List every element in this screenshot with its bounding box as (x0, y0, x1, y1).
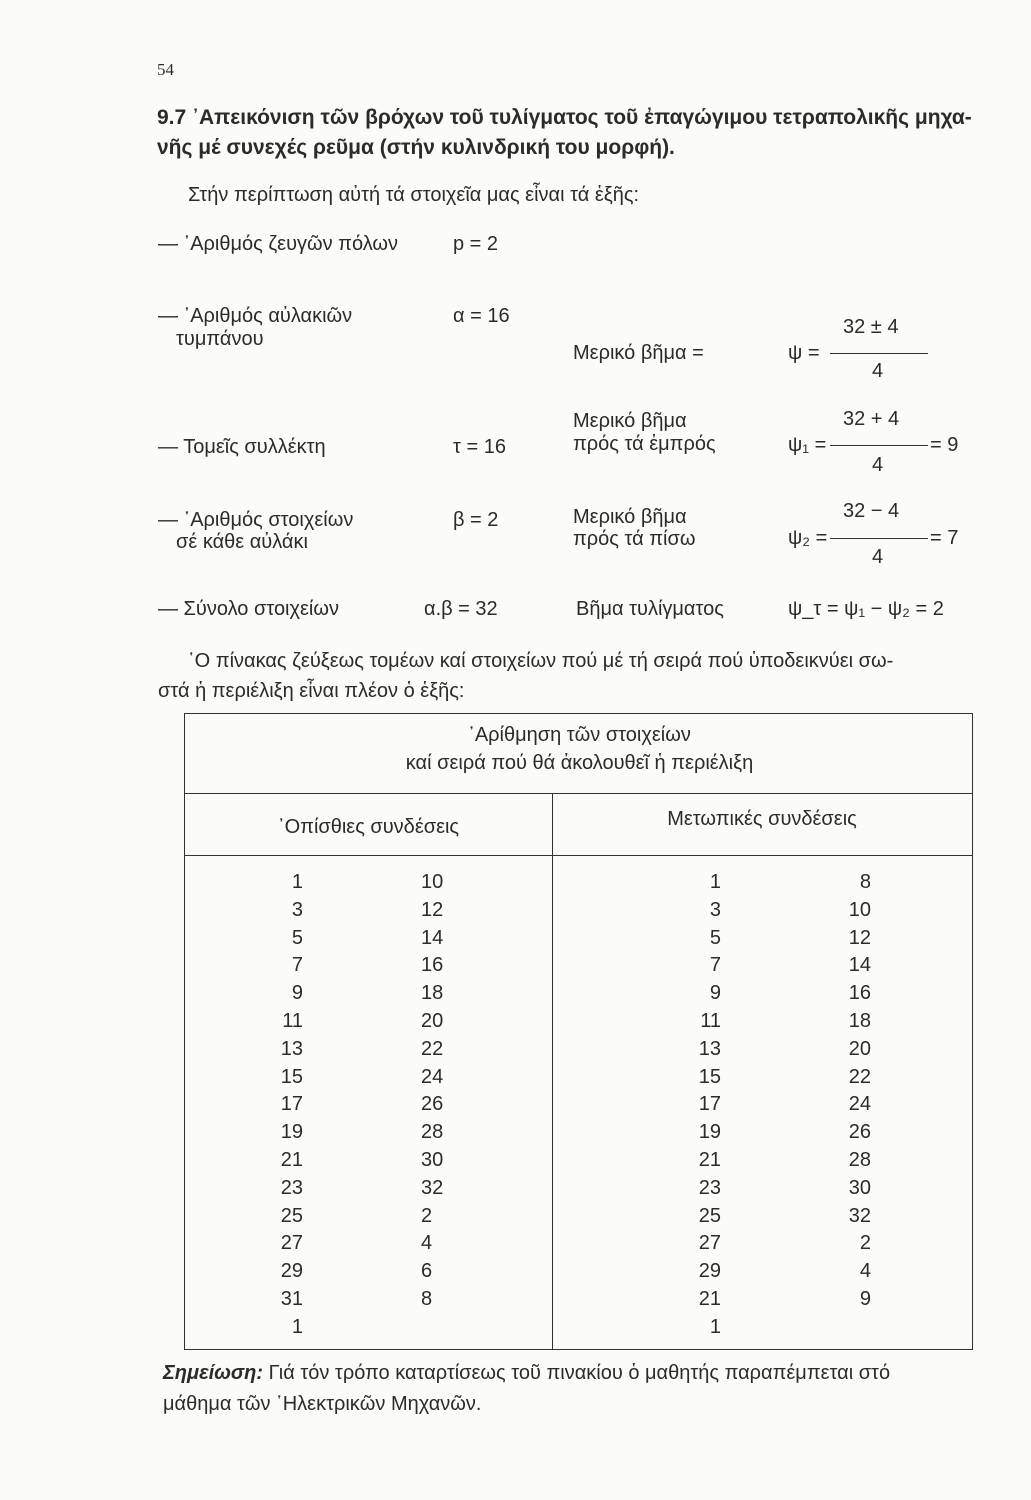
param-elements-label-2: σέ κάθε αὐλάκι (176, 531, 308, 553)
back-connection-cell: 13 (280, 1037, 303, 1060)
front-connection-cell: 14 (848, 954, 871, 977)
back-connection-cell: 6 (421, 1260, 433, 1283)
table-intro (158, 646, 894, 706)
front-connection-cell: 26 (848, 1121, 871, 1144)
back-connection-cell: 1 (291, 871, 303, 893)
param-pole-pairs-label: — ᾽Αριθμός ζευγῶν πόλων (158, 233, 399, 255)
table-column-divider (552, 794, 553, 1349)
intro-text: Στήν περίπτωση αὐτή τά στοιχεῖα μας εἶναι τά ἑξῆς: (188, 184, 640, 206)
note-text-2: μάθημα τῶν ῾Ηλεκτρικῶν Μηχανῶν. (163, 1393, 482, 1415)
back-connection-cell: 3 (291, 898, 303, 921)
front-connection-cell: 27 (698, 1232, 721, 1255)
front-connection-cell: 30 (848, 1176, 871, 1199)
note-label: Σημείωση: (163, 1362, 264, 1384)
partial-step-denominator: 4 (872, 360, 884, 382)
param-slots-label-2: τυμπάνου (176, 328, 264, 350)
back-connections-a (245, 869, 303, 1342)
front-connection-cell: 28 (848, 1148, 871, 1171)
front-connection-cell: 5 (709, 926, 721, 949)
front-connection-cell: 21 (698, 1148, 721, 1171)
back-connection-cell: 22 (421, 1037, 444, 1060)
table-intro-line-2: στά ἡ περιέλιξη εἶναι πλέον ὁ ἑξῆς: (158, 680, 465, 702)
forward-step-result: = 9 (930, 434, 959, 456)
forward-step-label-2: πρός τά ἐμπρός (573, 433, 716, 455)
back-connection-cell: 27 (280, 1232, 303, 1255)
param-slots-label: — ᾽Αριθμός αὐλακιῶν (158, 305, 353, 327)
back-connection-cell: 21 (280, 1148, 303, 1171)
front-connection-cell: 13 (698, 1037, 721, 1060)
param-sectors-label: — Τομεῖς συλλέκτη (158, 436, 326, 458)
back-connection-cell: 17 (280, 1093, 303, 1116)
back-connection-cell: 28 (421, 1121, 444, 1144)
back-connection-cell: 23 (280, 1176, 303, 1199)
back-connection-cell: 15 (280, 1065, 303, 1088)
forward-step-symbol: ψ₁ = (788, 434, 827, 456)
back-connection-cell: 10 (421, 871, 444, 893)
forward-step-numerator: 32 + 4 (843, 408, 900, 430)
param-elements-value: β = 2 (453, 509, 499, 531)
front-connection-cell: 10 (848, 898, 871, 921)
backward-step-denominator: 4 (872, 546, 884, 568)
param-total-label: — Σύνολο στοιχείων (158, 598, 339, 620)
param-sectors-value: τ = 16 (453, 436, 506, 458)
back-connection-cell: 20 (421, 1009, 444, 1032)
table-header-divider (185, 793, 972, 794)
front-connection-cell: 17 (698, 1093, 721, 1116)
front-connection-cell: 8 (859, 871, 871, 893)
front-connection-cell: 21 (698, 1287, 721, 1310)
table-intro-line-1: ῾Ο πίνακας ζεύξεως τομέων καί στοιχείων πού μέ τή σειρά πού ὑποδεικνύει σω- (188, 650, 894, 672)
front-connection-cell: 2 (859, 1232, 871, 1255)
front-connection-cell: 29 (698, 1260, 721, 1283)
backward-step-numerator: 32 − 4 (843, 500, 900, 522)
front-connection-cell: 16 (848, 982, 871, 1005)
back-connection-cell: 5 (291, 926, 303, 949)
column-header-front: Μετωπικές συνδέσεις (667, 808, 857, 830)
back-connection-cell: 24 (421, 1065, 444, 1088)
param-slots-value: α = 16 (453, 305, 510, 327)
back-connection-cell: 2 (421, 1204, 433, 1227)
backward-step-label-1: Μερικό βῆμα (573, 506, 687, 528)
front-connection-cell: 18 (848, 1009, 871, 1032)
back-connection-cell: 7 (291, 954, 303, 977)
back-connection-cell: 26 (421, 1093, 444, 1116)
front-connection-cell: 24 (848, 1093, 871, 1116)
back-connection-cell: 9 (291, 982, 303, 1005)
back-connection-cell: 25 (280, 1204, 303, 1227)
backward-step-label-2: πρός τά πίσω (573, 528, 696, 550)
title-line-1: 9.7 ᾽Απεικόνιση τῶν βρόχων τοῦ τυλίγματος τοῦ ἐπαγώγιμου τετραπολικῆς μηχα- (157, 106, 972, 129)
front-connection-cell: 23 (698, 1176, 721, 1199)
connection-table (184, 713, 973, 1350)
front-connection-cell: 15 (698, 1065, 721, 1088)
backward-step-result: = 7 (930, 527, 959, 549)
column-header-back: ᾽Οπίσθιες συνδέσεις (277, 816, 460, 838)
partial-step-fraction-bar (830, 353, 928, 354)
back-connection-cell: 14 (421, 926, 444, 949)
winding-step-label: Βῆμα τυλίγματος (576, 598, 724, 620)
front-connection-cell: 11 (700, 1009, 721, 1032)
back-connection-cell: 4 (421, 1232, 433, 1255)
front-connection-cell: 25 (698, 1204, 721, 1227)
forward-step-label-1: Μερικό βῆμα (573, 410, 687, 432)
back-connection-cell: 29 (280, 1260, 303, 1283)
page-number: 54 (157, 60, 174, 79)
back-connection-cell: 11 (282, 1009, 303, 1032)
table-header-line-1: ᾽Αρίθμηση τῶν στοιχείων (468, 724, 691, 746)
front-connection-cell: 9 (709, 982, 721, 1005)
section-title (157, 103, 972, 163)
back-connection-cell: 30 (421, 1148, 444, 1171)
front-connection-cell: 4 (859, 1260, 871, 1283)
back-connection-cell: 31 (280, 1287, 303, 1310)
param-total-value: α.β = 32 (424, 598, 498, 620)
front-connection-cell: 20 (848, 1037, 871, 1060)
back-connection-cell: 32 (421, 1176, 444, 1199)
front-connection-cell: 12 (848, 926, 871, 949)
partial-step-numerator: 32 ± 4 (843, 316, 899, 338)
forward-step-denominator: 4 (872, 454, 884, 476)
table-subheader-divider (185, 855, 972, 856)
front-connection-cell: 19 (698, 1121, 721, 1144)
front-connection-cell: 9 (859, 1287, 871, 1310)
back-connections-b (421, 869, 481, 1314)
front-connection-cell: 7 (709, 954, 721, 977)
back-connection-cell: 16 (421, 954, 444, 977)
front-connection-cell: 3 (709, 898, 721, 921)
param-elements-label: — ᾽Αριθμός στοιχείων (158, 509, 354, 531)
partial-step-label: Μερικό βῆμα = (573, 342, 704, 364)
note-text-1: Γιά τόν τρόπο καταρτίσεως τοῦ πινακίου ὁ μαθητής παραπέμπεται στό (263, 1362, 891, 1384)
partial-step-symbol: ψ = (788, 342, 820, 364)
winding-step-formula: ψ_τ = ψ₁ − ψ₂ = 2 (788, 598, 944, 620)
back-connection-cell: 1 (291, 1315, 303, 1338)
front-connection-cell: 22 (848, 1065, 871, 1088)
front-connection-cell: 1 (709, 871, 721, 893)
front-connection-cell: 1 (709, 1315, 721, 1338)
front-connections-b (815, 869, 871, 1314)
back-connection-cell: 19 (280, 1121, 303, 1144)
front-connection-cell: 32 (848, 1204, 871, 1227)
back-connection-cell: 18 (421, 982, 444, 1005)
backward-step-symbol: ψ₂ = (788, 527, 828, 549)
back-connection-cell: 12 (421, 898, 444, 921)
param-pole-pairs-value: p = 2 (453, 233, 499, 255)
back-connection-cell: 8 (421, 1287, 433, 1310)
forward-step-fraction-bar (830, 445, 928, 446)
title-line-2: νῆς μέ συνεχές ρεῦμα (στήν κυλινδρική του μορφή). (157, 136, 675, 159)
table-header-line-2: καί σειρά πού θά ἀκολουθεῖ ἡ περιέλιξη (405, 752, 754, 774)
note (163, 1358, 890, 1420)
backward-step-fraction-bar (830, 538, 928, 539)
front-connections-a (663, 869, 721, 1342)
